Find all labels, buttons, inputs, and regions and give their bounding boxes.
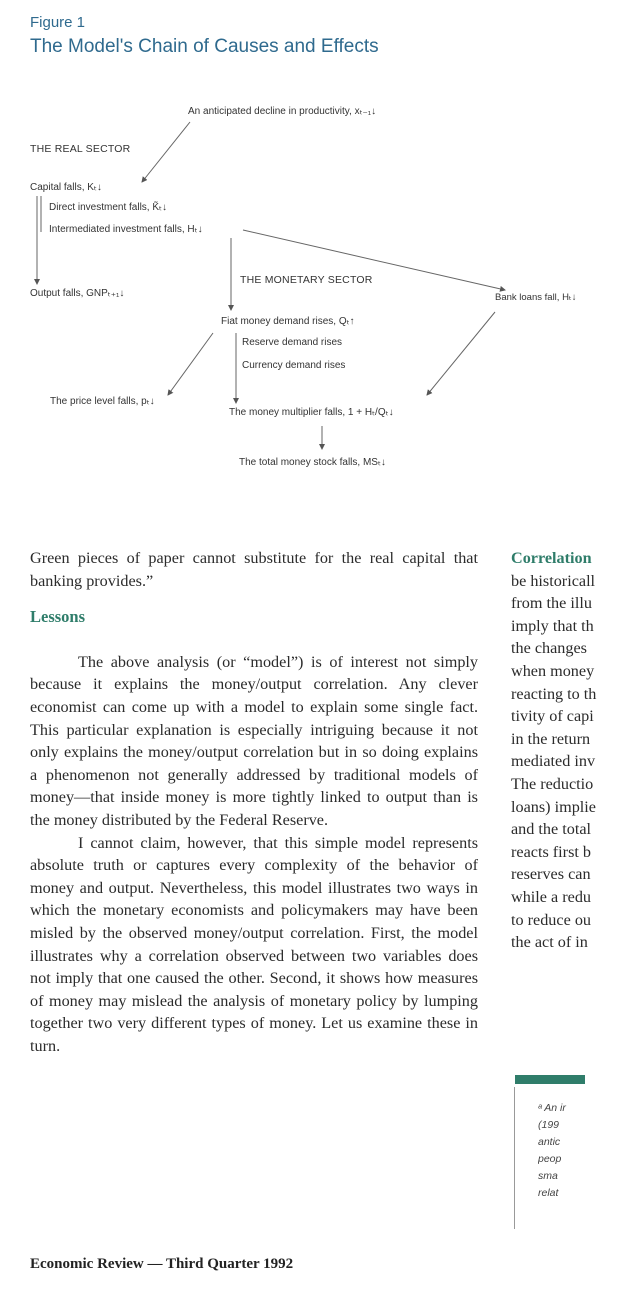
paragraph-model-interest: The above analysis (or “model”) is of interest not simply because it explains the money/output correlation. Any clever economist can come up with a model to explain some single fact. This particular explanation is especially intriguing because it not only explains the money/output correlation but in so doing explains a phenomenon not generally addressed by traditional models of money—that inside money is more tightly linked to output than is the money distributed by the Federal Reserve. (30, 652, 478, 829)
arrow-fiat-to-price (168, 333, 213, 395)
right-line: to reduce ou (511, 910, 592, 929)
node-money-multiplier: The money multiplier falls, 1 + Hₜ/Qₜ↓ (229, 407, 394, 418)
right-line: while a redu (511, 887, 592, 906)
right-line: in the return (511, 729, 591, 748)
right-column (511, 547, 619, 954)
footnote-line: relat (538, 1187, 559, 1199)
right-line: the act of in (511, 933, 588, 952)
node-anticipated-decline: An anticipated decline in productivity, xₜ₋₁↓ (188, 106, 377, 117)
arrow-bankloans-to-multiplier (427, 312, 495, 395)
footnote-line: (199 (538, 1119, 560, 1131)
right-line: reacts first b (511, 842, 592, 861)
right-line: imply that th (511, 616, 594, 635)
node-bank-loans: Bank loans fall, Hₜ↓ (495, 292, 577, 303)
node-reserve-demand: Reserve demand rises (242, 337, 343, 348)
page-footer: Economic Review — Third Quarter 1992 (30, 1256, 294, 1272)
right-line: mediated inv (511, 752, 596, 771)
right-line: The reductio (511, 774, 594, 793)
right-line: from the illu (511, 594, 592, 613)
left-column (30, 547, 478, 1057)
footnote-line: ᵃ An ir (538, 1102, 566, 1114)
node-direct-investment: Direct investment falls, K̃ₜ↓ (49, 202, 167, 213)
footnote (538, 1100, 619, 1202)
node-fiat-money: Fiat money demand rises, Qₜ↑ (221, 316, 355, 327)
right-line: and the total (511, 820, 592, 839)
paragraph-green-paper: Green pieces of paper cannot substitute for the real capital that banking provides.” (30, 549, 478, 590)
arrow-productivity-to-capital (142, 122, 190, 182)
node-money-stock: The total money stock falls, MSₜ↓ (239, 457, 386, 468)
footnote-divider (514, 1087, 515, 1229)
right-line: when money (511, 661, 595, 680)
footnote-rule (515, 1075, 585, 1084)
node-output-falls: Output falls, GNPₜ₊₁↓ (30, 288, 125, 299)
right-line: tivity of capi (511, 707, 594, 726)
node-intermediated-investment: Intermediated investment falls, Hₜ↓ (49, 224, 203, 235)
figure-title: The Model's Chain of Causes and Effects (30, 36, 379, 57)
footnote-line: antic (538, 1136, 561, 1148)
diagram-arrows (0, 0, 619, 500)
footnote-line: peop (538, 1153, 562, 1165)
label-monetary-sector: THE MONETARY SECTOR (240, 274, 373, 286)
right-line: the changes (511, 639, 587, 658)
node-capital-falls: Capital falls, Kₜ↓ (30, 182, 102, 193)
paragraph-cannot-claim: I cannot claim, however, that this simple model represents absolute truth or captures every complexity of the behavior of money and output. Nevertheless, this model illustrates two ways in which the monetary economists and policymakers may have been misled by the observed money/output correlation. First, the model illustrates why a correlation observed between two variables does not imply that one caused the other. Second, it shows how measures of money may mislead the analysis of monetary policy by lumping together two very different types of money. Let us examine these in turn. (30, 833, 478, 1055)
right-line: reserves can (511, 865, 591, 884)
footnote-line: sma (538, 1170, 558, 1182)
right-line: loans) implie (511, 797, 596, 816)
heading-lessons: Lessons (30, 607, 86, 627)
label-real-sector: THE REAL SECTOR (30, 143, 131, 155)
right-line: be historicall (511, 571, 596, 590)
figure-label: Figure 1 (30, 14, 86, 31)
node-price-level: The price level falls, pₜ↓ (50, 396, 155, 407)
node-currency-demand: Currency demand rises (242, 360, 346, 371)
right-line: reacting to th (511, 684, 597, 703)
heading-correlation: Correlation (511, 549, 592, 567)
